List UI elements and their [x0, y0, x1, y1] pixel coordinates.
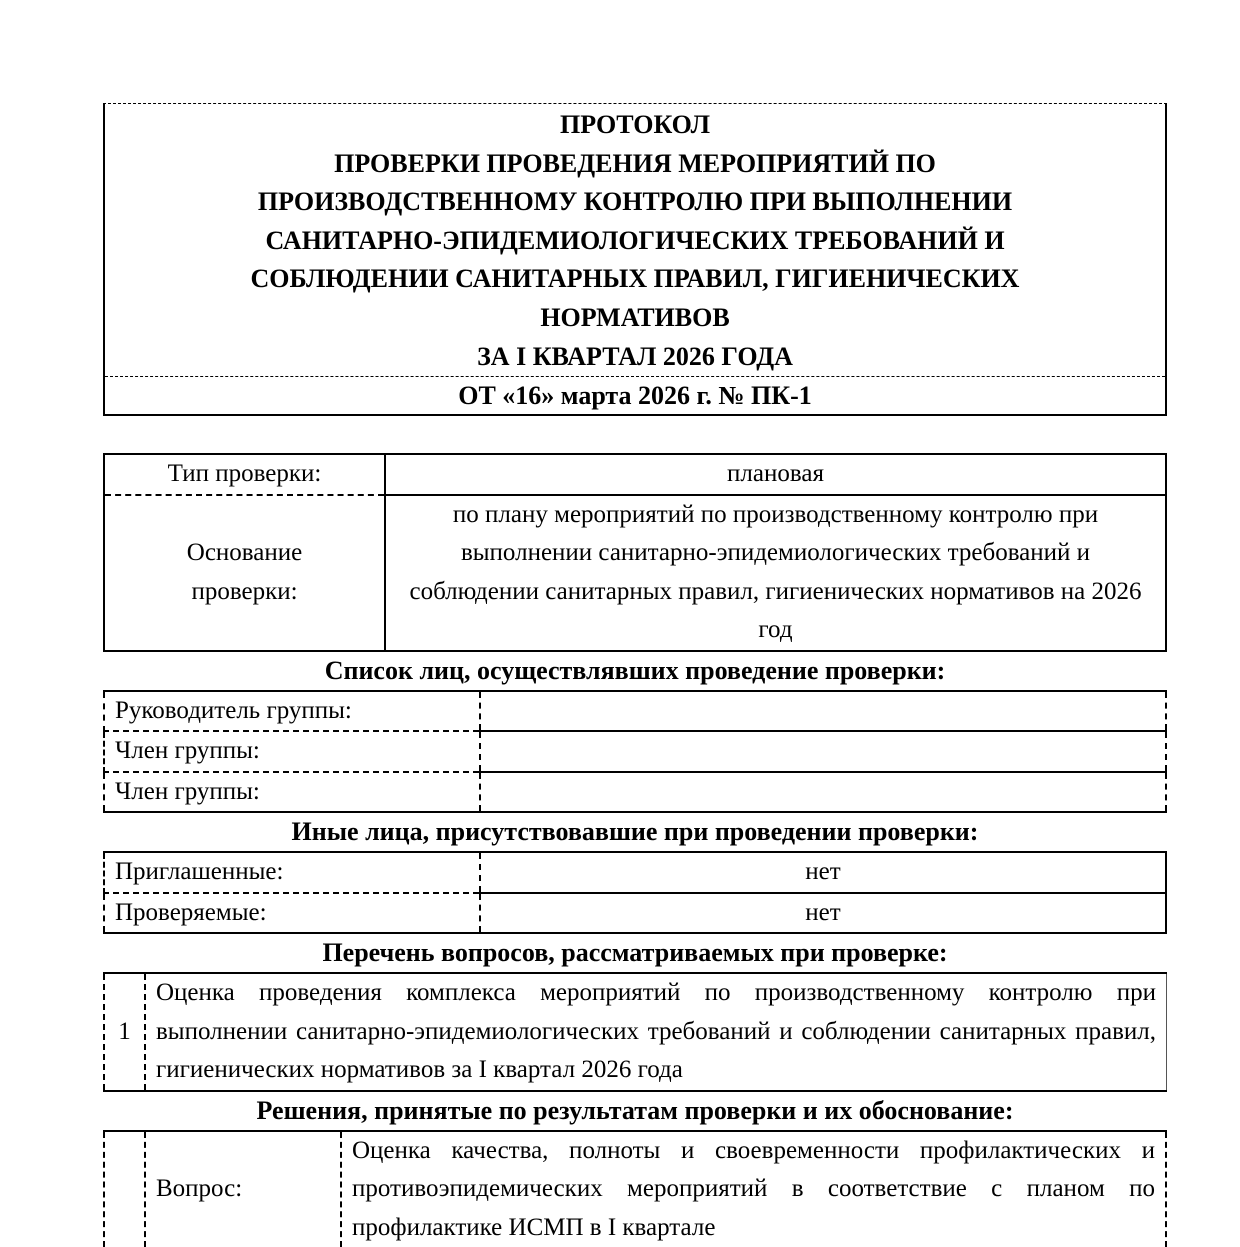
- questions-table: [103, 972, 1167, 1092]
- table-row: [104, 454, 1166, 495]
- title-line: СОБЛЮДЕНИИ САНИТАРНЫХ ПРАВИЛ, ГИГИЕНИЧЕСКИХ: [250, 264, 1020, 294]
- table-row: [104, 495, 1166, 651]
- questions-heading: Перечень вопросов, рассматриваемых при проверке:: [322, 938, 948, 968]
- document-title: [105, 104, 1165, 376]
- others-table: [103, 851, 1167, 934]
- decisions-table: [103, 1130, 1167, 1247]
- title-line: ЗА I КВАРТАЛ 2026 ГОДА: [477, 341, 793, 371]
- title-line: НОРМАТИВОВ: [540, 302, 730, 332]
- table-row: [104, 973, 1167, 1091]
- others-value: нет: [480, 893, 1166, 934]
- inspector-role-label: Член группы:: [104, 731, 480, 772]
- title-line: ПРОТОКОЛ: [560, 110, 710, 139]
- table-row: [104, 852, 1166, 893]
- inspectors-table: [103, 690, 1167, 814]
- protocol-document: [103, 103, 1167, 1247]
- decision-label: Вопрос:: [145, 1131, 341, 1247]
- inspectors-heading: Список лиц, осуществлявших проведение проверки:: [324, 655, 946, 685]
- inspection-type-label: Тип проверки:: [104, 454, 385, 495]
- others-heading: Иные лица, присутствовавшие при проведении проверки:: [291, 817, 979, 847]
- table-row: [104, 691, 1166, 732]
- inspection-basis-value: по плану мероприятий по производственному контролю при выполнении санитарно-эпидемиологических требований и соблюдении санитарных правил, гигиенических нормативов на 2026 год: [385, 495, 1166, 651]
- table-row: [104, 772, 1166, 813]
- decision-text: Оценка качества, полноты и своевременности профилактических и противоэпидемических мероприятий в соответствие с планом по профилактике ИСМП в I квартале: [341, 1131, 1166, 1247]
- title-line: ПРОВЕРКИ ПРОВЕДЕНИЯ МЕРОПРИЯТИЙ ПО: [334, 148, 936, 178]
- title-line: САНИТАРНО-ЭПИДЕМИОЛОГИЧЕСКИХ ТРЕБОВАНИЙ И: [265, 225, 1005, 255]
- inspector-name-field[interactable]: [480, 691, 1166, 732]
- inspector-role-label: Член группы:: [104, 772, 480, 813]
- table-row: [104, 893, 1166, 934]
- question-number: 1: [104, 973, 145, 1091]
- title-line: ПРОИЗВОДСТВЕННОМУ КОНТРОЛЮ ПРИ ВЫПОЛНЕНИИ: [257, 187, 1013, 217]
- others-role-label: Приглашенные:: [104, 852, 480, 893]
- question-text: Оценка проведения комплекса мероприятий по производственному контролю при выполнении санитарно-эпидемиологических требований и соблюдении санитарных правил, гигиенических нормативов за I квартал 2026 года: [145, 973, 1167, 1091]
- table-row: [104, 731, 1166, 772]
- inspection-info-table: [103, 453, 1167, 652]
- inspection-type-value: плановая: [385, 454, 1166, 495]
- others-value: нет: [480, 852, 1166, 893]
- inspector-name-field[interactable]: [480, 772, 1166, 813]
- inspector-role-label: Руководитель группы:: [104, 691, 480, 732]
- table-row: [104, 1131, 1166, 1247]
- inspector-name-field[interactable]: [480, 731, 1166, 772]
- others-role-label: Проверяемые:: [104, 893, 480, 934]
- document-date-number: ОТ «16» марта 2026 г. № ПК-1: [105, 376, 1165, 414]
- decisions-heading: Решения, принятые по результатам проверки и их обоснование:: [256, 1095, 1014, 1125]
- title-box: [103, 103, 1167, 416]
- inspection-basis-label: Основание проверки:: [104, 495, 385, 651]
- decision-number: [104, 1131, 145, 1247]
